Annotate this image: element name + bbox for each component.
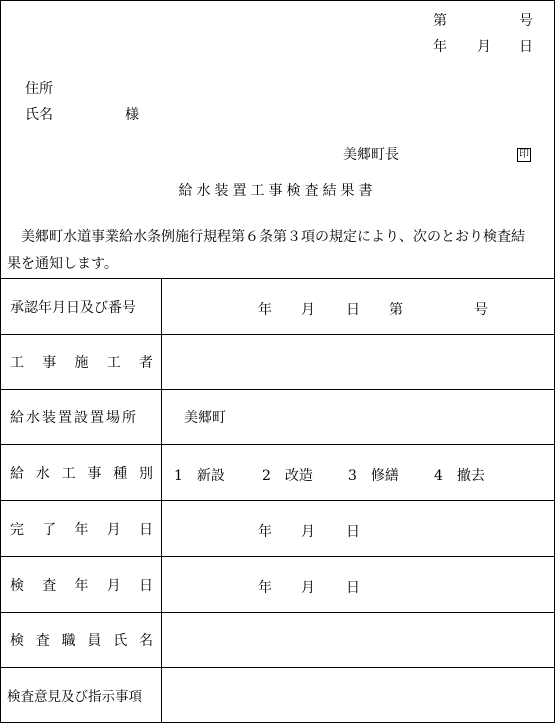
row-approval <box>1 279 555 335</box>
row-work-type <box>1 445 555 501</box>
document-title: 給水装置工事検査結果書 <box>178 183 377 199</box>
label-char: 氏 <box>113 633 128 649</box>
label-char: 事 <box>87 465 102 482</box>
header-nen: 年 <box>433 39 447 55</box>
sama-label: 様 <box>125 107 139 123</box>
value-location[interactable]: 美郷町 <box>162 390 555 445</box>
label-char: 検 <box>10 633 24 649</box>
label-char: 者 <box>139 355 153 371</box>
label-char: 水 <box>35 465 50 482</box>
approval-dai: 第 <box>389 302 403 318</box>
label-completion <box>1 501 162 557</box>
value-remarks[interactable] <box>162 668 555 723</box>
header-go: 号 <box>519 13 533 29</box>
label-char: 別 <box>138 465 153 482</box>
label-char: 完 <box>10 521 24 538</box>
option-modify[interactable]: 2 改造 <box>262 468 313 484</box>
value-inspector[interactable] <box>162 613 555 668</box>
option-new[interactable]: 1 新設 <box>174 468 225 484</box>
option-repair[interactable]: 3 修繕 <box>348 468 399 484</box>
label-char: 工 <box>10 355 24 371</box>
value-work-type[interactable] <box>162 445 555 501</box>
address-label: 住所 <box>25 81 53 97</box>
label-char: 施 <box>74 355 89 371</box>
label-char: 名 <box>138 633 153 649</box>
approval-nen: 年 <box>258 302 272 318</box>
label-inspection-date <box>1 557 162 613</box>
value-completion[interactable] <box>162 501 555 557</box>
approval-gatsu: 月 <box>301 302 315 318</box>
label-inspector <box>1 613 162 668</box>
notice-line-1: 美郷町水道事業給水条例施行規程第６条第３項の規定により、次のとおり検査結 <box>21 229 525 245</box>
inspection-nen: 年 <box>258 580 272 596</box>
label-char: 事 <box>42 355 57 371</box>
label-location <box>1 390 162 445</box>
completion-nichi: 日 <box>346 524 360 540</box>
label-char: 職 <box>61 633 76 649</box>
label-char: 月 <box>106 521 121 538</box>
label-char: 工 <box>106 355 121 371</box>
value-inspection-date[interactable] <box>162 557 555 613</box>
row-completion <box>1 501 555 557</box>
row-location <box>1 390 555 445</box>
label-contractor <box>1 335 162 390</box>
row-contractor <box>1 335 555 390</box>
completion-gatsu: 月 <box>301 524 315 540</box>
row-inspection-date <box>1 557 555 613</box>
label-char: 了 <box>42 521 57 538</box>
approval-go: 号 <box>474 302 488 318</box>
name-label: 氏名 <box>25 107 53 123</box>
label-approval <box>1 279 162 335</box>
row-remarks <box>1 668 555 723</box>
header-dai: 第 <box>433 13 447 29</box>
label-char: 日 <box>139 577 153 594</box>
label-work-type <box>1 445 162 501</box>
label-char: 日 <box>139 521 153 538</box>
label-char: 種 <box>113 465 128 482</box>
label-char: 給 <box>10 465 24 482</box>
completion-nen: 年 <box>258 524 272 540</box>
label-char: 員 <box>87 633 102 649</box>
issuer-name: 美郷町長 <box>343 147 399 163</box>
approval-nichi: 日 <box>346 302 360 318</box>
value-approval[interactable] <box>162 279 555 335</box>
label-remarks <box>1 668 162 723</box>
label-char: 年 <box>74 521 89 538</box>
label-char: 検 <box>10 577 24 594</box>
header-gatsu: 月 <box>477 39 491 55</box>
label-char: 工 <box>61 465 76 482</box>
result-table <box>0 278 555 723</box>
row-inspector <box>1 613 555 668</box>
seal-mark: 印 <box>519 149 529 160</box>
notice-body <box>7 224 547 278</box>
label-char: 査 <box>35 633 50 649</box>
label-char: 年 <box>74 577 89 594</box>
value-contractor[interactable] <box>162 335 555 390</box>
inspection-gatsu: 月 <box>301 580 315 596</box>
label-char: 査 <box>42 577 57 594</box>
label-approval-text: 承認年月日及び番号 <box>10 299 136 316</box>
notice-line-2: 果を通知します。 <box>7 256 118 272</box>
label-remarks-text: 検査意見及び指示事項 <box>7 689 142 705</box>
header-nichi: 日 <box>519 39 533 55</box>
label-location-text: 給水装置設置場所 <box>10 410 138 426</box>
inspection-nichi: 日 <box>346 580 360 596</box>
label-char: 月 <box>106 577 121 594</box>
option-remove[interactable]: 4 撤去 <box>434 468 485 484</box>
